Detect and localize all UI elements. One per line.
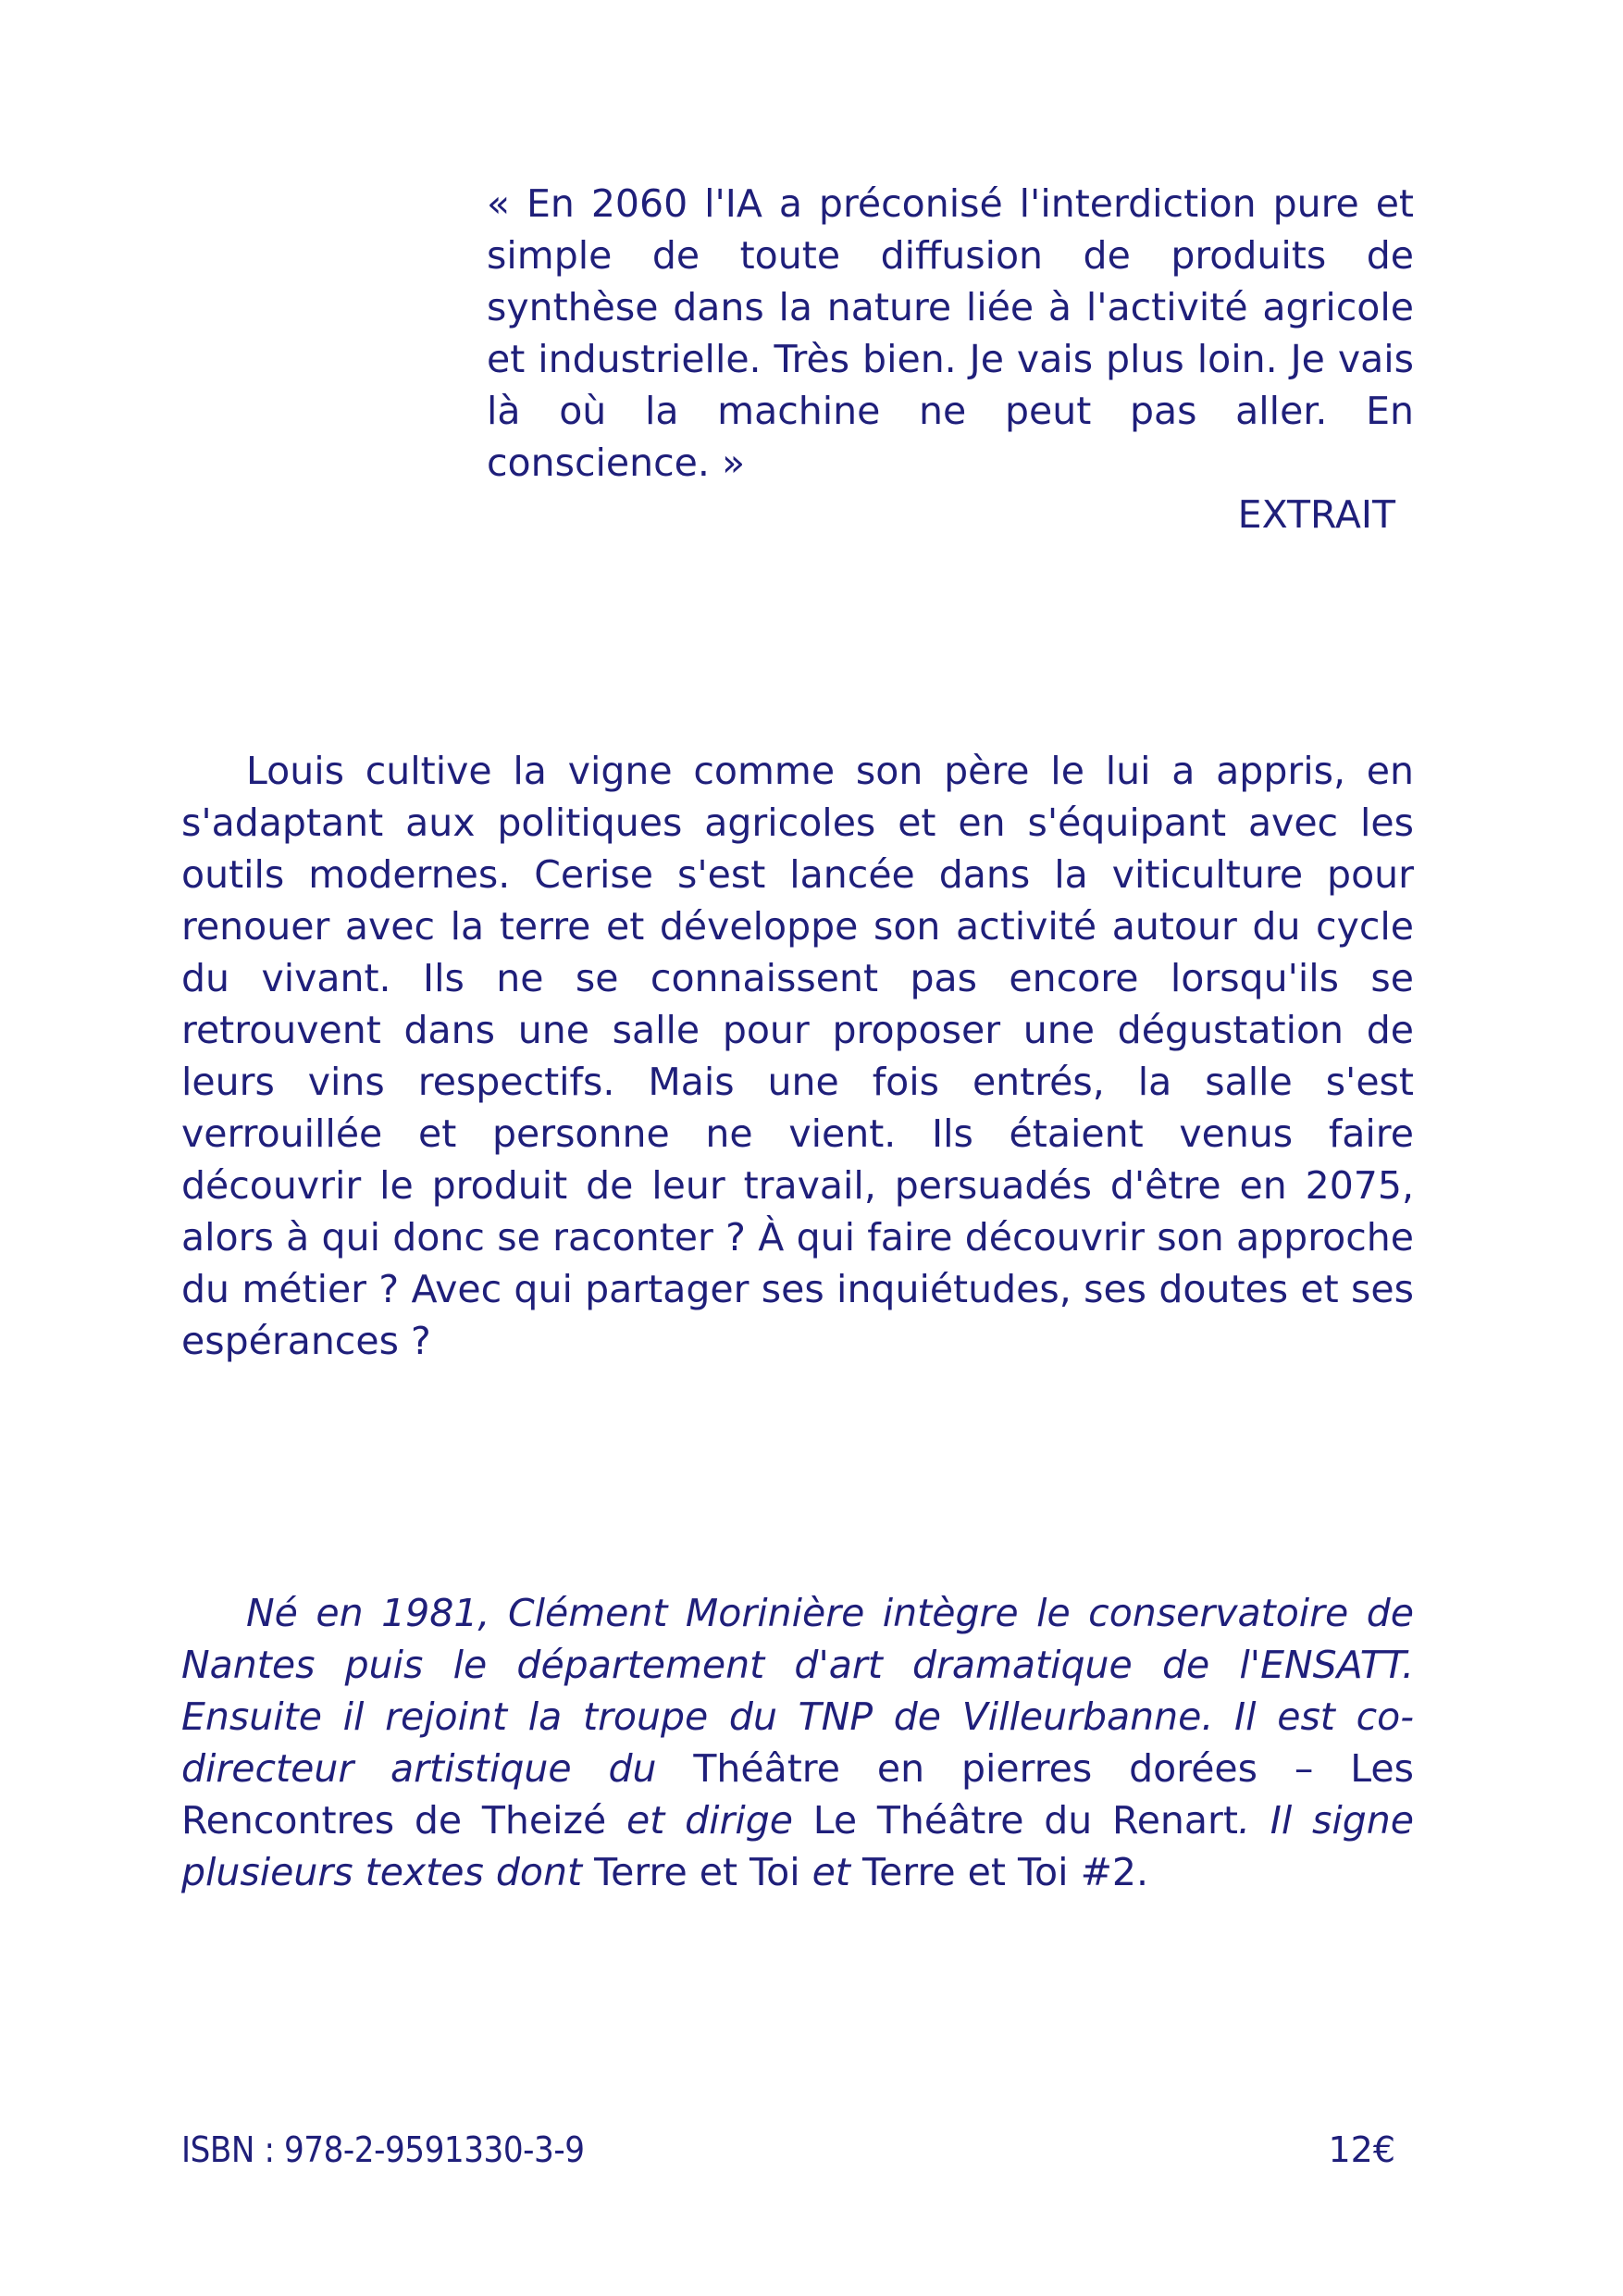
bio-play-title-2: Terre et Toi #2 bbox=[862, 1850, 1137, 1894]
bio-text-part-2: et dirige bbox=[606, 1798, 813, 1843]
bio-text-part-4: et bbox=[799, 1850, 862, 1894]
excerpt-label: EXTRAIT bbox=[1237, 492, 1395, 537]
isbn-number: ISBN : 978-2-9591330-3-9 bbox=[181, 2129, 585, 2170]
bio-theatre-name-2: Le Théâtre du Renart bbox=[812, 1798, 1238, 1843]
bio-text-part-1: Né en 1981, Clément Morinière intègre le conservatoire de Nantes puis le département d'art dramatique de l'ENSATT. Ensuite il rejoint la troupe du TNP de Villeurbanne. Il est co-directeur artistique du bbox=[181, 1591, 1414, 1791]
bio-text-part-5: . bbox=[1136, 1850, 1149, 1894]
excerpt-quote: « En 2060 l'IA a préconisé l'interdiction pure et simple de toute diffusion de produits de synthèse dans la nature liée à l'activité agricole et industrielle. Très bien. Je vais plus loin. Je vais là où la machine ne peut pas aller. En conscience. » bbox=[487, 181, 1414, 485]
price-label: 12€ bbox=[1328, 2129, 1395, 2170]
synopsis-paragraph: Louis cultive la vigne comme son père le lui a appris, en s'adaptant aux politiques agricoles et en s'équipant avec les outils modernes. Cerise s'est lancée dans la viticulture pour renouer avec la terre et développe son activité autour du cycle du vivant. Ils ne se connaissent pas encore lorsqu'ils se retrouvent dans une salle pour proposer une dégustation de leurs vins respectifs. Mais une fois entrés, la salle s'est verrouillée et personne ne vient. Ils étaient venus faire découvrir le produit de leur travail, persuadés d'être en 2075, alors à qui donc se raconter ? À qui faire découvrir son approche du métier ? Avec qui partager ses inquiétudes, ses doutes et ses espérances ? bbox=[181, 749, 1414, 1363]
bio-play-title-1: Terre et Toi bbox=[594, 1850, 800, 1894]
author-bio-paragraph bbox=[181, 1587, 1414, 1898]
bio-text-part-3: . Il signe plusieurs textes dont bbox=[181, 1798, 1415, 1894]
bio-theatre-name-1: Théâtre en pierres dorées – Les Rencontres de Theizé bbox=[181, 1746, 1414, 1843]
